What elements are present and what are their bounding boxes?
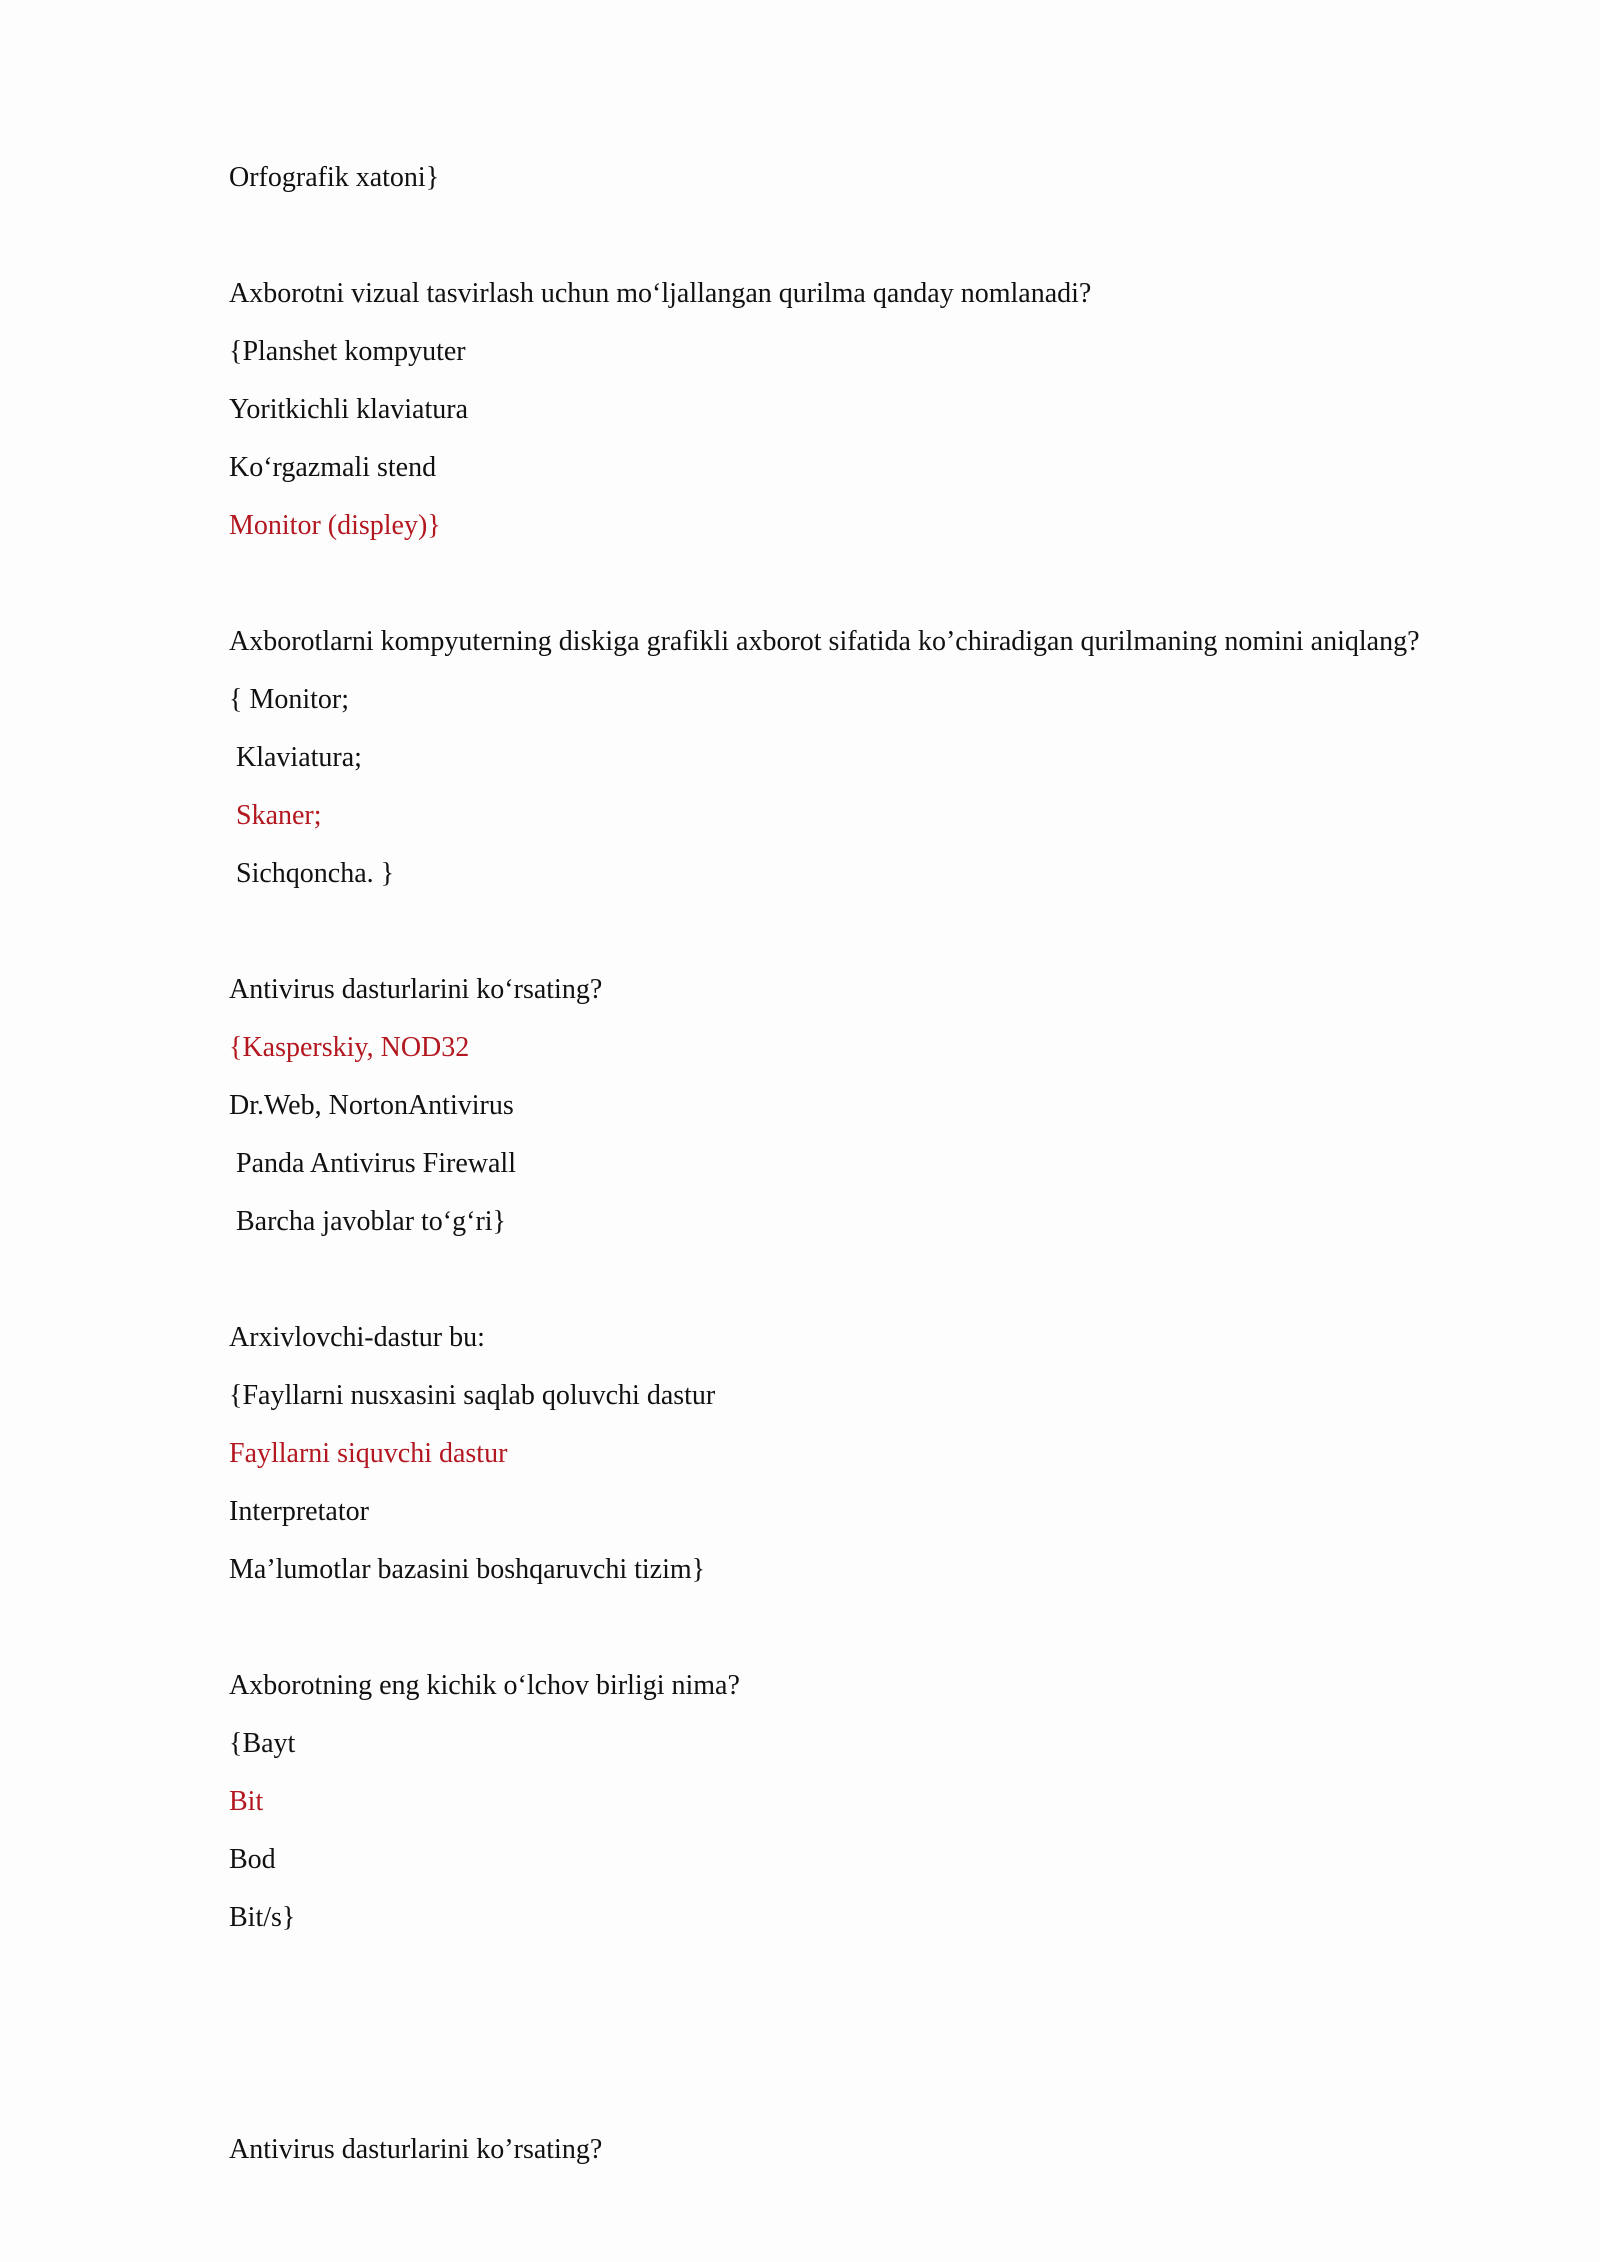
question-1-correct-option: Monitor (displey)} — [229, 510, 441, 541]
question-1-option-c: Ko‘rgazmali stend — [229, 452, 437, 483]
question-2: Axborotlarni kompyuterning diskiga grafikli axborot sifatida ko’chiradigan qurilmaning nomini aniqlang? — [229, 626, 1420, 657]
paragraph-gap — [229, 1947, 1529, 2121]
question-3-correct-option: {Kasperskiy, NOD32 — [229, 1032, 470, 1063]
document-body — [229, 149, 1529, 2179]
question-4: Arxivlovchi-dastur bu: — [229, 1322, 485, 1353]
question-5: Axborotning eng kichik o‘lchov birligi nima? — [229, 1670, 740, 1701]
question-5-correct-option: Bit — [229, 1786, 264, 1817]
paragraph-gap — [229, 207, 1529, 265]
question-2-option-d: Sichqoncha. } — [229, 858, 395, 889]
question-4-option-c: Interpretator — [229, 1496, 369, 1527]
question-2-option-a: { Monitor; — [229, 684, 349, 715]
paragraph-gap — [229, 903, 1529, 961]
question-5-option-a: {Bayt — [229, 1728, 296, 1759]
question-1: Axborotni vizual tasvirlash uchun mo‘ljallangan qurilma qanday nomlanadi? — [229, 278, 1092, 309]
question-6: Antivirus dasturlarini ko’rsating? — [229, 2134, 603, 2165]
question-1-option-a: {Planshet kompyuter — [229, 336, 466, 367]
question-3-option-d: Barcha javoblar to‘g‘ri} — [229, 1206, 506, 1237]
paragraph-gap — [229, 1599, 1529, 1657]
paragraph-gap — [229, 555, 1529, 613]
question-5-option-d: Bit/s} — [229, 1902, 296, 1933]
question-4-correct-option: Fayllarni siquvchi dastur — [229, 1438, 508, 1469]
question-3-option-c: Panda Antivirus Firewall — [229, 1148, 516, 1179]
question-3-option-b: Dr.Web, NortonAntivirus — [229, 1090, 514, 1121]
question-2-correct-option: Skaner; — [229, 800, 322, 831]
paragraph-gap — [229, 1251, 1529, 1309]
question-2-option-b: Klaviatura; — [229, 742, 362, 773]
question-4-option-a: {Fayllarni nusxasini saqlab qoluvchi dastur — [229, 1380, 716, 1411]
answer-line: Orfografik xatoni} — [229, 162, 440, 193]
question-4-option-d: Ma’lumotlar bazasini boshqaruvchi tizim} — [229, 1554, 706, 1585]
question-5-option-c: Bod — [229, 1844, 276, 1875]
question-3: Antivirus dasturlarini ko‘rsating? — [229, 974, 603, 1005]
question-1-option-b: Yoritkichli klaviatura — [229, 394, 469, 425]
